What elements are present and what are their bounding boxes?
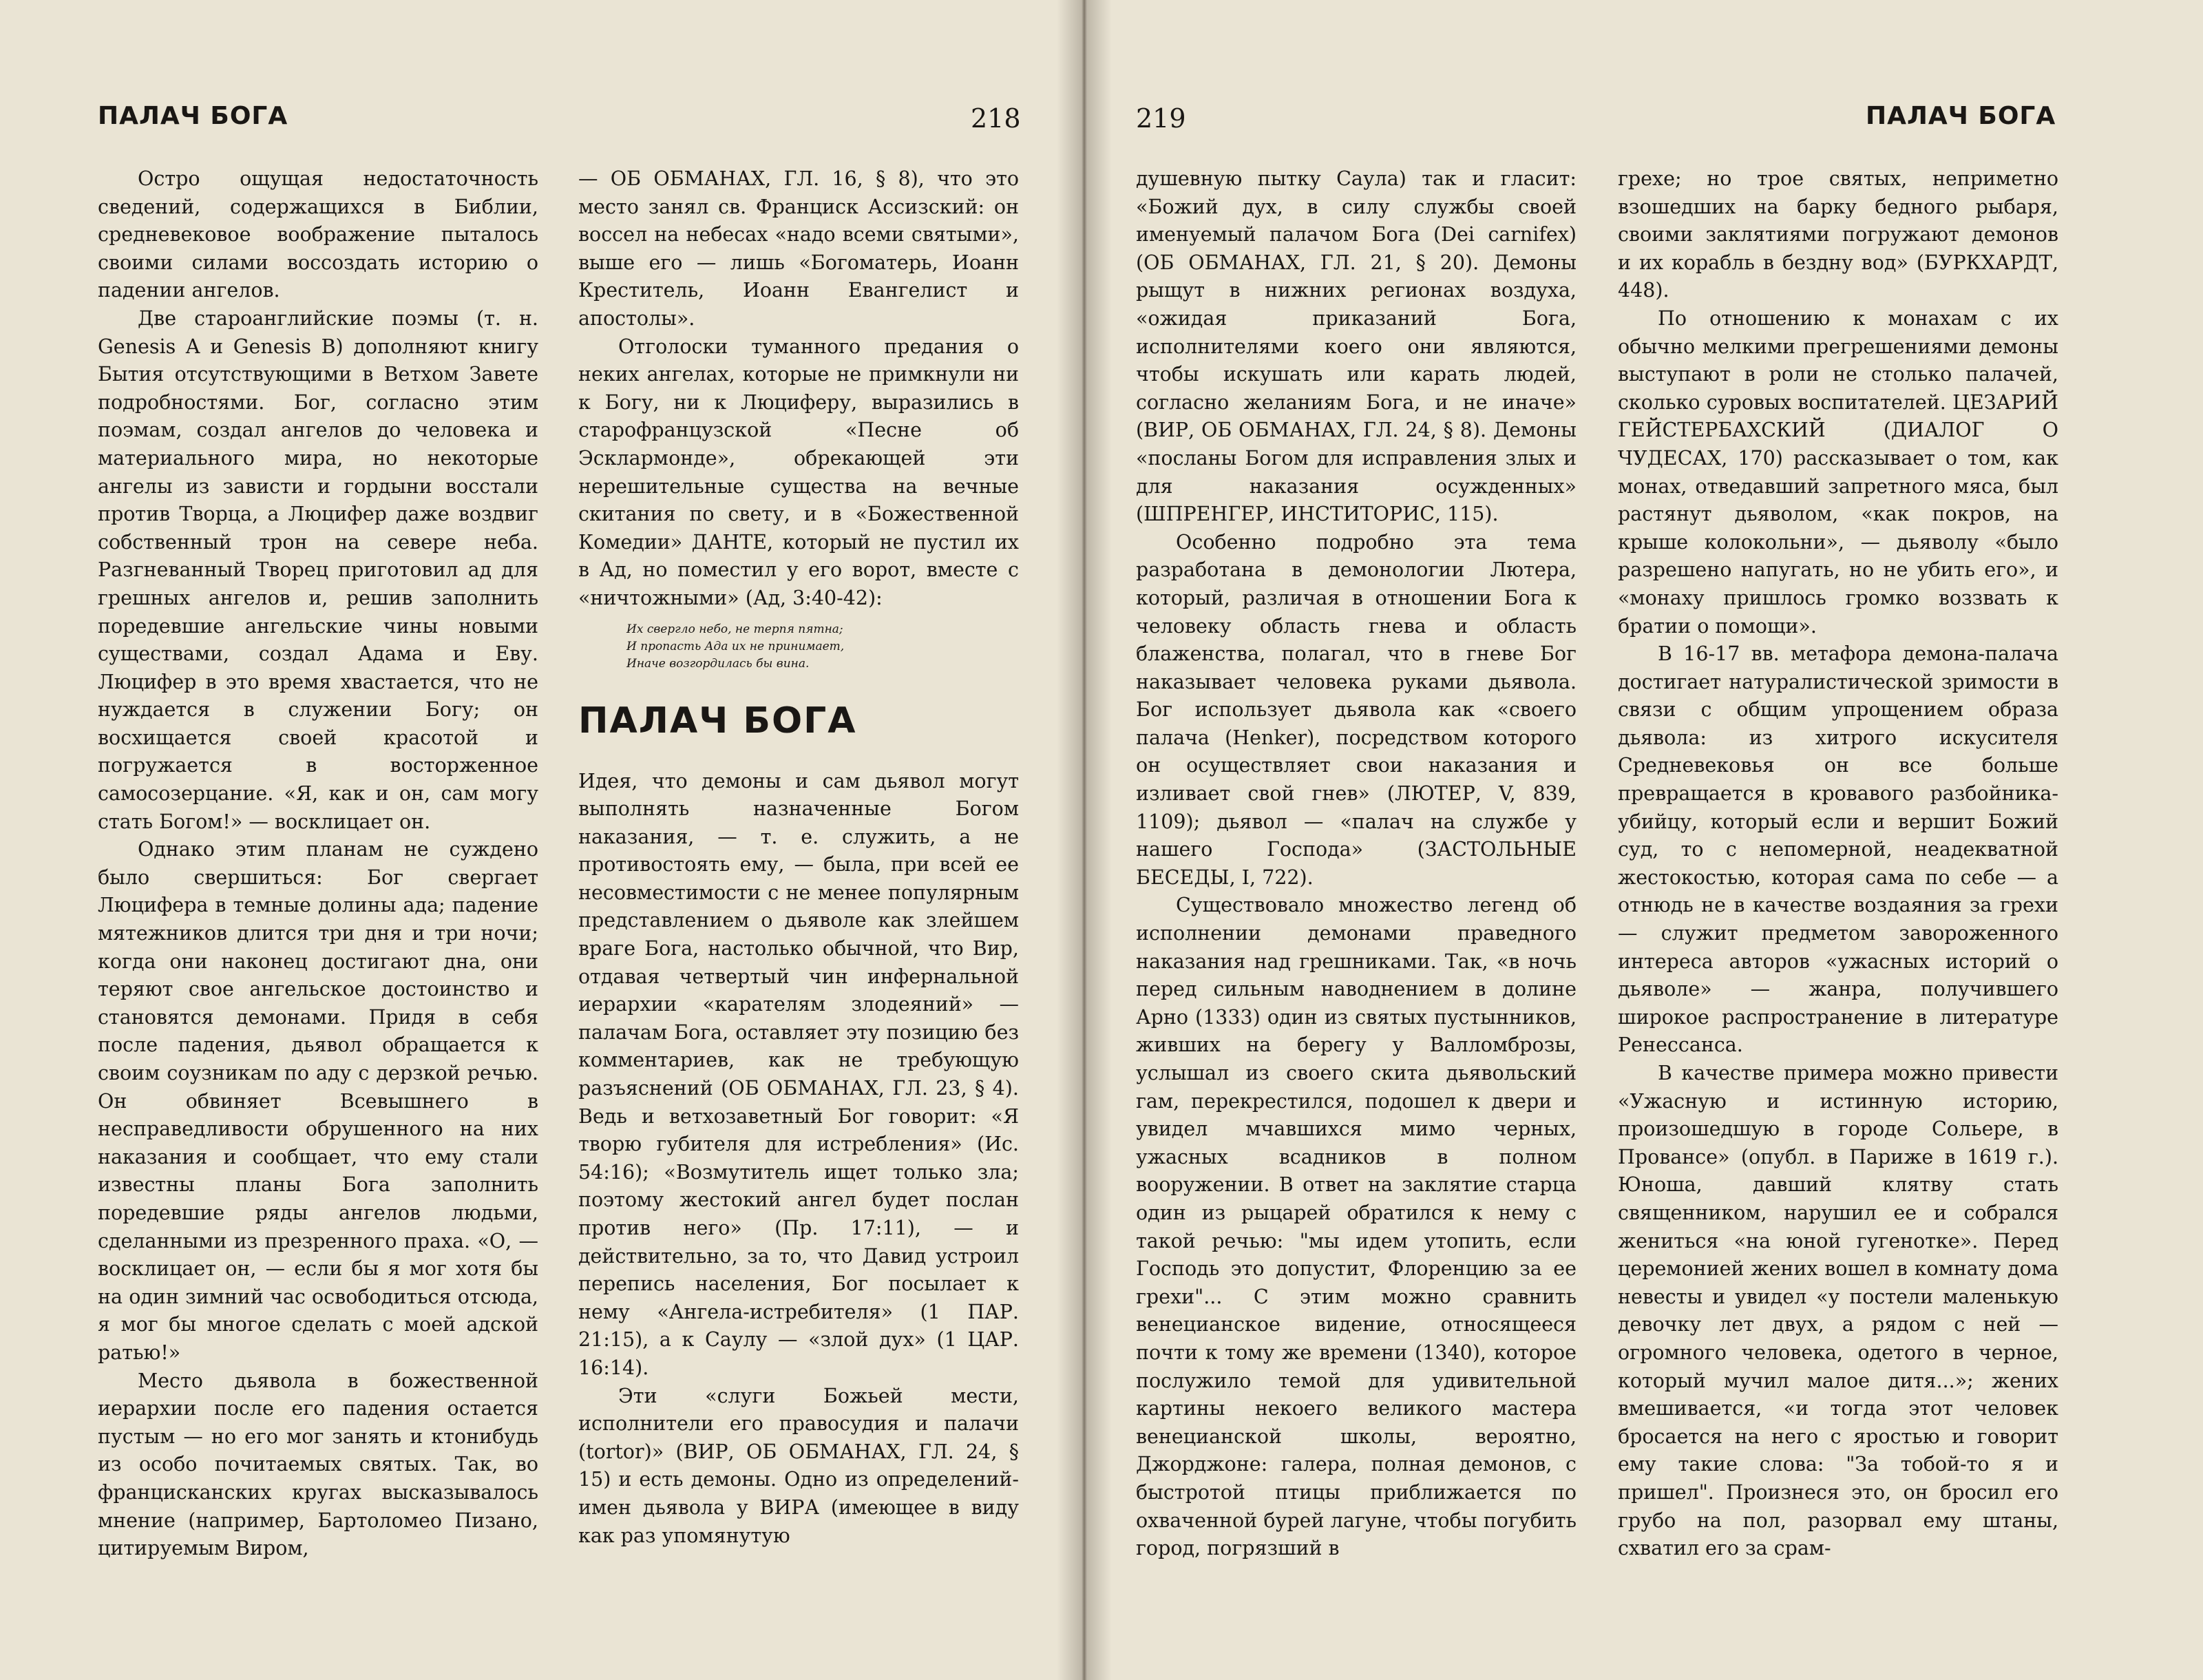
book-gutter	[1057, 0, 1112, 1680]
paragraph: — ОБ ОБМАНАХ, ГЛ. 16, § 8), что это место занял св. Франциск Ассизский: он воссел на небесах «надо всеми святыми», выше его — лишь «Богоматерь, Иоанн Креститель, Иоанн Евангелист и апостолы».	[578, 167, 1019, 330]
paragraph: грехе; но трое святых, неприметно взошедших на барку бедного рыбаря, своими заклятиями погружают демонов и их корабль в бездну вод» (БУРКХАРДТ, 448).	[1618, 167, 2058, 302]
page-number: 218	[971, 103, 1021, 134]
article-heading: ПАЛАЧ БОГА	[578, 700, 857, 742]
column-1	[98, 165, 538, 1563]
running-title: ПАЛАЧ БОГА	[1866, 102, 2056, 130]
column-2	[578, 165, 1019, 1550]
verse-line: И пропасть Ада их не принимает,	[626, 639, 845, 653]
paragraph: Однако этим планам не суждено было свершиться: Бог свергает Люцифера в темные долины ада; падение мятежников длится три дня и три ночи; когда они наконец достигают дна, они теряют свое ангельское достоинство и становятся демонами. Придя в себя после падения, дьявол обращается к своим соузникам по аду с дерзкой речью. Он обвиняет Всевышнего в несправедливости обрушенного на них наказания и сообщает, что ему стали известны планы Бога заполнить поредевшие ряды ангелов людьми, сделанными из презренного праха. «О, — восклицает он, — если бы я мог хотя бы на один зимний час освободиться отсюда, я мог бы многое сделать с моей адской ратью!»	[98, 838, 538, 1364]
paragraph: В 16-17 вв. метафора демона-палача достигает натуралистической зримости в связи с общим упрощением образа дьявола: из хитрого искусителя Средневековья он все больше превращается в кровавого разбойника-убийцу, который если и вершит Божий суд, то с непомерной, неадекватной жестокостью, которая сама по себе — а отнюдь не в качестве воздаяния за грехи — служит предметом завороженного интереса авторов «ужасных историй о дьяволе» — жанра, получившего широкое распространение в литературе Ренессанса.	[1618, 642, 2058, 1057]
verse-line: Иначе возгордилась бы вина.	[626, 656, 810, 671]
right-page	[1084, 0, 2203, 1680]
paragraph: Эти «слуги Божьей мести, исполнители его правосудия и палачи (tortor)» (ВИР, ОБ ОБМАНАХ, ГЛ. 24, § 15) и есть демоны. Одно из определений-имен дьявола у ВИРА (имеющее в виду как раз упомянутую	[578, 1384, 1019, 1547]
paragraph: Остро ощущая недостаточность сведений, содержащихся в Библии, средневековое воображение пыталось своими силами воссоздать историю о падении ангелов.	[98, 167, 538, 302]
column-2	[1618, 165, 2058, 1563]
paragraph: душевную пытку Саула) так и гласит: «Божий дух, в силу службы своей именуемый палачом Бога (Dei carnifex) (ОБ ОБМАНАХ, ГЛ. 21, § 20). Демоны рыщут в нижних регионах воздуха, «ожидая приказаний Бога, исполнителями коего они являются, чтобы искушать или карать людей, согласно желаниям Бога, и не иначе» (ВИР, ОБ ОБМАНАХ, ГЛ. 24, § 8). Демоны «посланы Богом для исправления злых и для наказания осужденных» (ШПРЕНГЕР, ИНСТИТОРИС, 115).	[1136, 167, 1577, 526]
page-number: 219	[1136, 103, 1186, 134]
paragraph: Отголоски туманного предания о неких ангелах, которые не примкнули ни к Богу, ни к Люциферу, выразились в старофранцузской «Песне об Эсклармонде», обрекающей эти нерешительные существа на вечные скитания по свету, и в «Божественной Комедии» ДАНТЕ, который не пустил их в Ад, но поместил у его ворот, вместе с «ничтожными» (Ад, 3:40-42):	[578, 335, 1019, 609]
paragraph: Место дьявола в божественной иерархии после его падения остается пустым — но его мог занять и ктонибудь из особо почитаемых святых. Так, во францисканских кругах высказывалось мнение (например, Бартоломео Пизано, цитируемым Виром,	[98, 1369, 538, 1560]
running-title: ПАЛАЧ БОГА	[98, 102, 288, 130]
paragraph: Особенно подробно эта тема разработана в демонологии Лютера, который, различая в отношении Бога к человеку область гнева и область блаженства, полагал, что в гневе Бог наказывает человека руками дьявола. Бог использует дьявола как «своего палача (Henker), посредством которого он осуществляет свои наказания и изливает свой гнев» (ЛЮТЕР, V, 839, 1109); дьявол — «палач на службе у нашего Господа» (ЗАСТОЛЬНЫЕ БЕСЕДЫ, I, 722).	[1136, 530, 1577, 889]
paragraph: Существовало множество легенд об исполнении демонами праведного наказания над грешниками. Так, «в ночь перед сильным наводнением в долине Арно (1333) один из святых пустынников, живших на берегу у Валломброзы, услышал из своего скита дьявольский гам, перекрестился, подошел к двери и увидел мчавшихся мимо черных, ужасных всадников в полном вооружении. В ответ на заклятие старца один из рыцарей обратился к нему с такой речью: "мы идем утопить, если Господь это допустит, Флоренцию за ее грехи"... С этим можно сравнить венецианское видение, относящееся почти к тому же времени (1340), которое послужило темой для удивительной картины некоего великого мастера венецианской школы, вероятно, Джорджоне: галера, полная демонов, с быстротой птицы приближается по охваченной бурей лагуне, чтобы погубить город, погрязший в	[1136, 894, 1577, 1560]
left-page	[0, 0, 1084, 1680]
paragraph: Две староанглийские поэмы (т. н. Genesis A и Genesis B) дополняют книгу Бытия отсутствующими в Ветхом Завете подробностями. Бог, согласно этим поэмам, создал ангелов до человека и материального мира, но некоторые ангелы из зависти и гордыни восстали против Творца, а Люцифер даже воздвиг собственный трон на севере неба. Разгневанный Творец приготовил ад для грешных ангелов и, решив заполнить поредевшие ангельские чины новыми существами, создал Адама и Еву. Люцифер в это время хвастается, что не нуждается в служении Богу; он восхищается своей красотой и погружается в восторженное самосозерцание. «Я, как и он, сам могу стать Богом!» — восклицает он.	[98, 306, 538, 833]
verse-quote	[578, 621, 1019, 673]
column-1	[1136, 165, 1577, 1563]
verse-line: Их свергло небо, не терпя пятна;	[626, 622, 843, 636]
paragraph: По отношению к монахам с их обычно мелкими прегрешениями демоны выступают в роли не столько палачей, сколько суровых воспитателей. ЦЕЗАРИЙ ГЕЙСТЕРБАХСКИЙ (ДИАЛОГ О ЧУДЕСАХ, 170) рассказывает о том, как монах, отведавший запретного мяса, был растянут дьяволом, «как покров, на крыше колокольни», — дьяволу «было разрешено напугать, но не убить его», и «монаху пришлось громко воззвать к братии о помощи».	[1618, 306, 2058, 638]
paragraph: В качестве примера можно привести «Ужасную и истинную историю, произошедшую в городе Сольере, в Провансе» (опубл. в Париже в 1619 г.). Юноша, давший клятву стать священником, нарушил ее и собрался жениться «на юной гугенотке». Перед церемонией жених вошел в комнату дома невесты и увидел «у постели маленькую девочку лет двух, а рядом с ней — огромного человека, одетого в черное, который мучил малое дитя...»; жених вмешивается, «и тогда этот человек бросается на него с яростью и говорит ему такие слова: "За тобой-то я и пришел". Произнеся это, он бросил его грубо на пол, разорвал ему штаны, схватил его за срам-	[1618, 1062, 2058, 1560]
paragraph: Идея, что демоны и сам дьявол могут выполнять назначенные Богом наказания, — т. е. служить, а не противостоять ему, — была, при всей ее несовместимости с не менее популярным представлением о дьяволе как злейшем враге Бога, настолько обычной, что Вир, отдавая четвертый чин инфернальной иерархии «карателям злодеяний» — палачам Бога, оставляет эту позицию без комментариев, как не требующую разъяснений (ОБ ОБМАНАХ, ГЛ. 23, § 4). Ведь и ветхозаветный Бог говорит: «Я творю губителя для истребления» (Ис. 54:16); «Возмутитель ищет только зла; поэтому жестокий ангел будет послан против него» (Пр. 17:11), — и действительно, за то, что Давид устроил перепись населения, Бог посылает к нему «Ангела-истребителя» (1 ПАР. 21:15), а к Саулу — «злой дух» (1 ЦАР. 16:14).	[578, 769, 1019, 1379]
